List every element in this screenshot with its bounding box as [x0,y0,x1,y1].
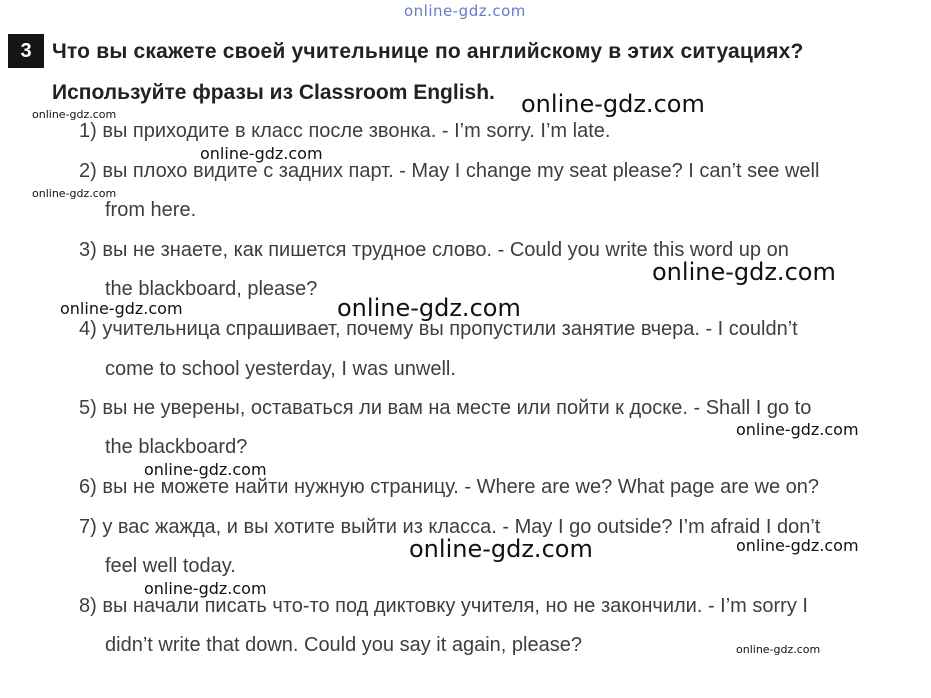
item-5-line-2: the blackboard? [105,436,248,458]
item-2-line-1: 2) вы плохо видите с задних парт. - May I change my seat please? I can’t see well [79,160,820,182]
watermark: online-gdz.com [144,460,267,479]
watermark: online-gdz.com [521,90,705,118]
item-6-line-1: 6) вы не можете найти нужную страницу. - Where are we? What page are we on? [79,476,820,498]
watermark: online-gdz.com [32,187,117,200]
item-7-line-2: feel well today. [105,555,236,577]
watermark: online-gdz.com [736,420,859,439]
item-8-line-1: 8) вы начали писать что-то под диктовку учителя, но не закончили. - I’m sorry I [79,595,808,617]
watermark: online-gdz.com [144,579,267,598]
item-8-line-2: didn’t write that down. Could you say it again, please? [105,634,582,656]
item-5-line-1: 5) вы не уверены, оставаться ли вам на месте или пойти к доске. - Shall I go to [79,397,812,419]
item-3-line-1: 3) вы не знаете, как пишется трудное слово. - Could you write this word up on [79,239,789,261]
task-subtitle: Используйте фразы из Classroom English. [52,81,495,104]
watermark: online-gdz.com [200,144,323,163]
item-2-line-2: from here. [105,199,197,221]
task-title: Что вы скажете своей учительнице по английскому в этих ситуациях? [52,40,804,63]
watermark: online-gdz.com [409,535,593,563]
item-7-line-1: 7) у вас жажда, и вы хотите выйти из класса. - May I go outside? I’m afraid I don’t [79,516,821,538]
task-number-badge: 3 [8,34,44,68]
watermark: online-gdz.com [736,536,859,555]
item-4-line-2: come to school yesterday, I was unwell. [105,358,456,380]
item-4-line-1: 4) учительница спрашивает, почему вы пропустили занятие вчера. - I couldn’t [79,318,798,340]
watermark: online-gdz.com [337,294,521,322]
item-3-line-2: the blackboard, please? [105,278,318,300]
item-1-line-1: 1) вы приходите в класс после звонка. - I’m sorry. I’m late. [79,120,611,142]
watermark: online-gdz.com [32,108,117,121]
watermark: online-gdz.com [736,643,821,656]
watermark: online-gdz.com [60,299,183,318]
watermark-top: online-gdz.com [404,2,526,20]
watermark: online-gdz.com [652,258,836,286]
